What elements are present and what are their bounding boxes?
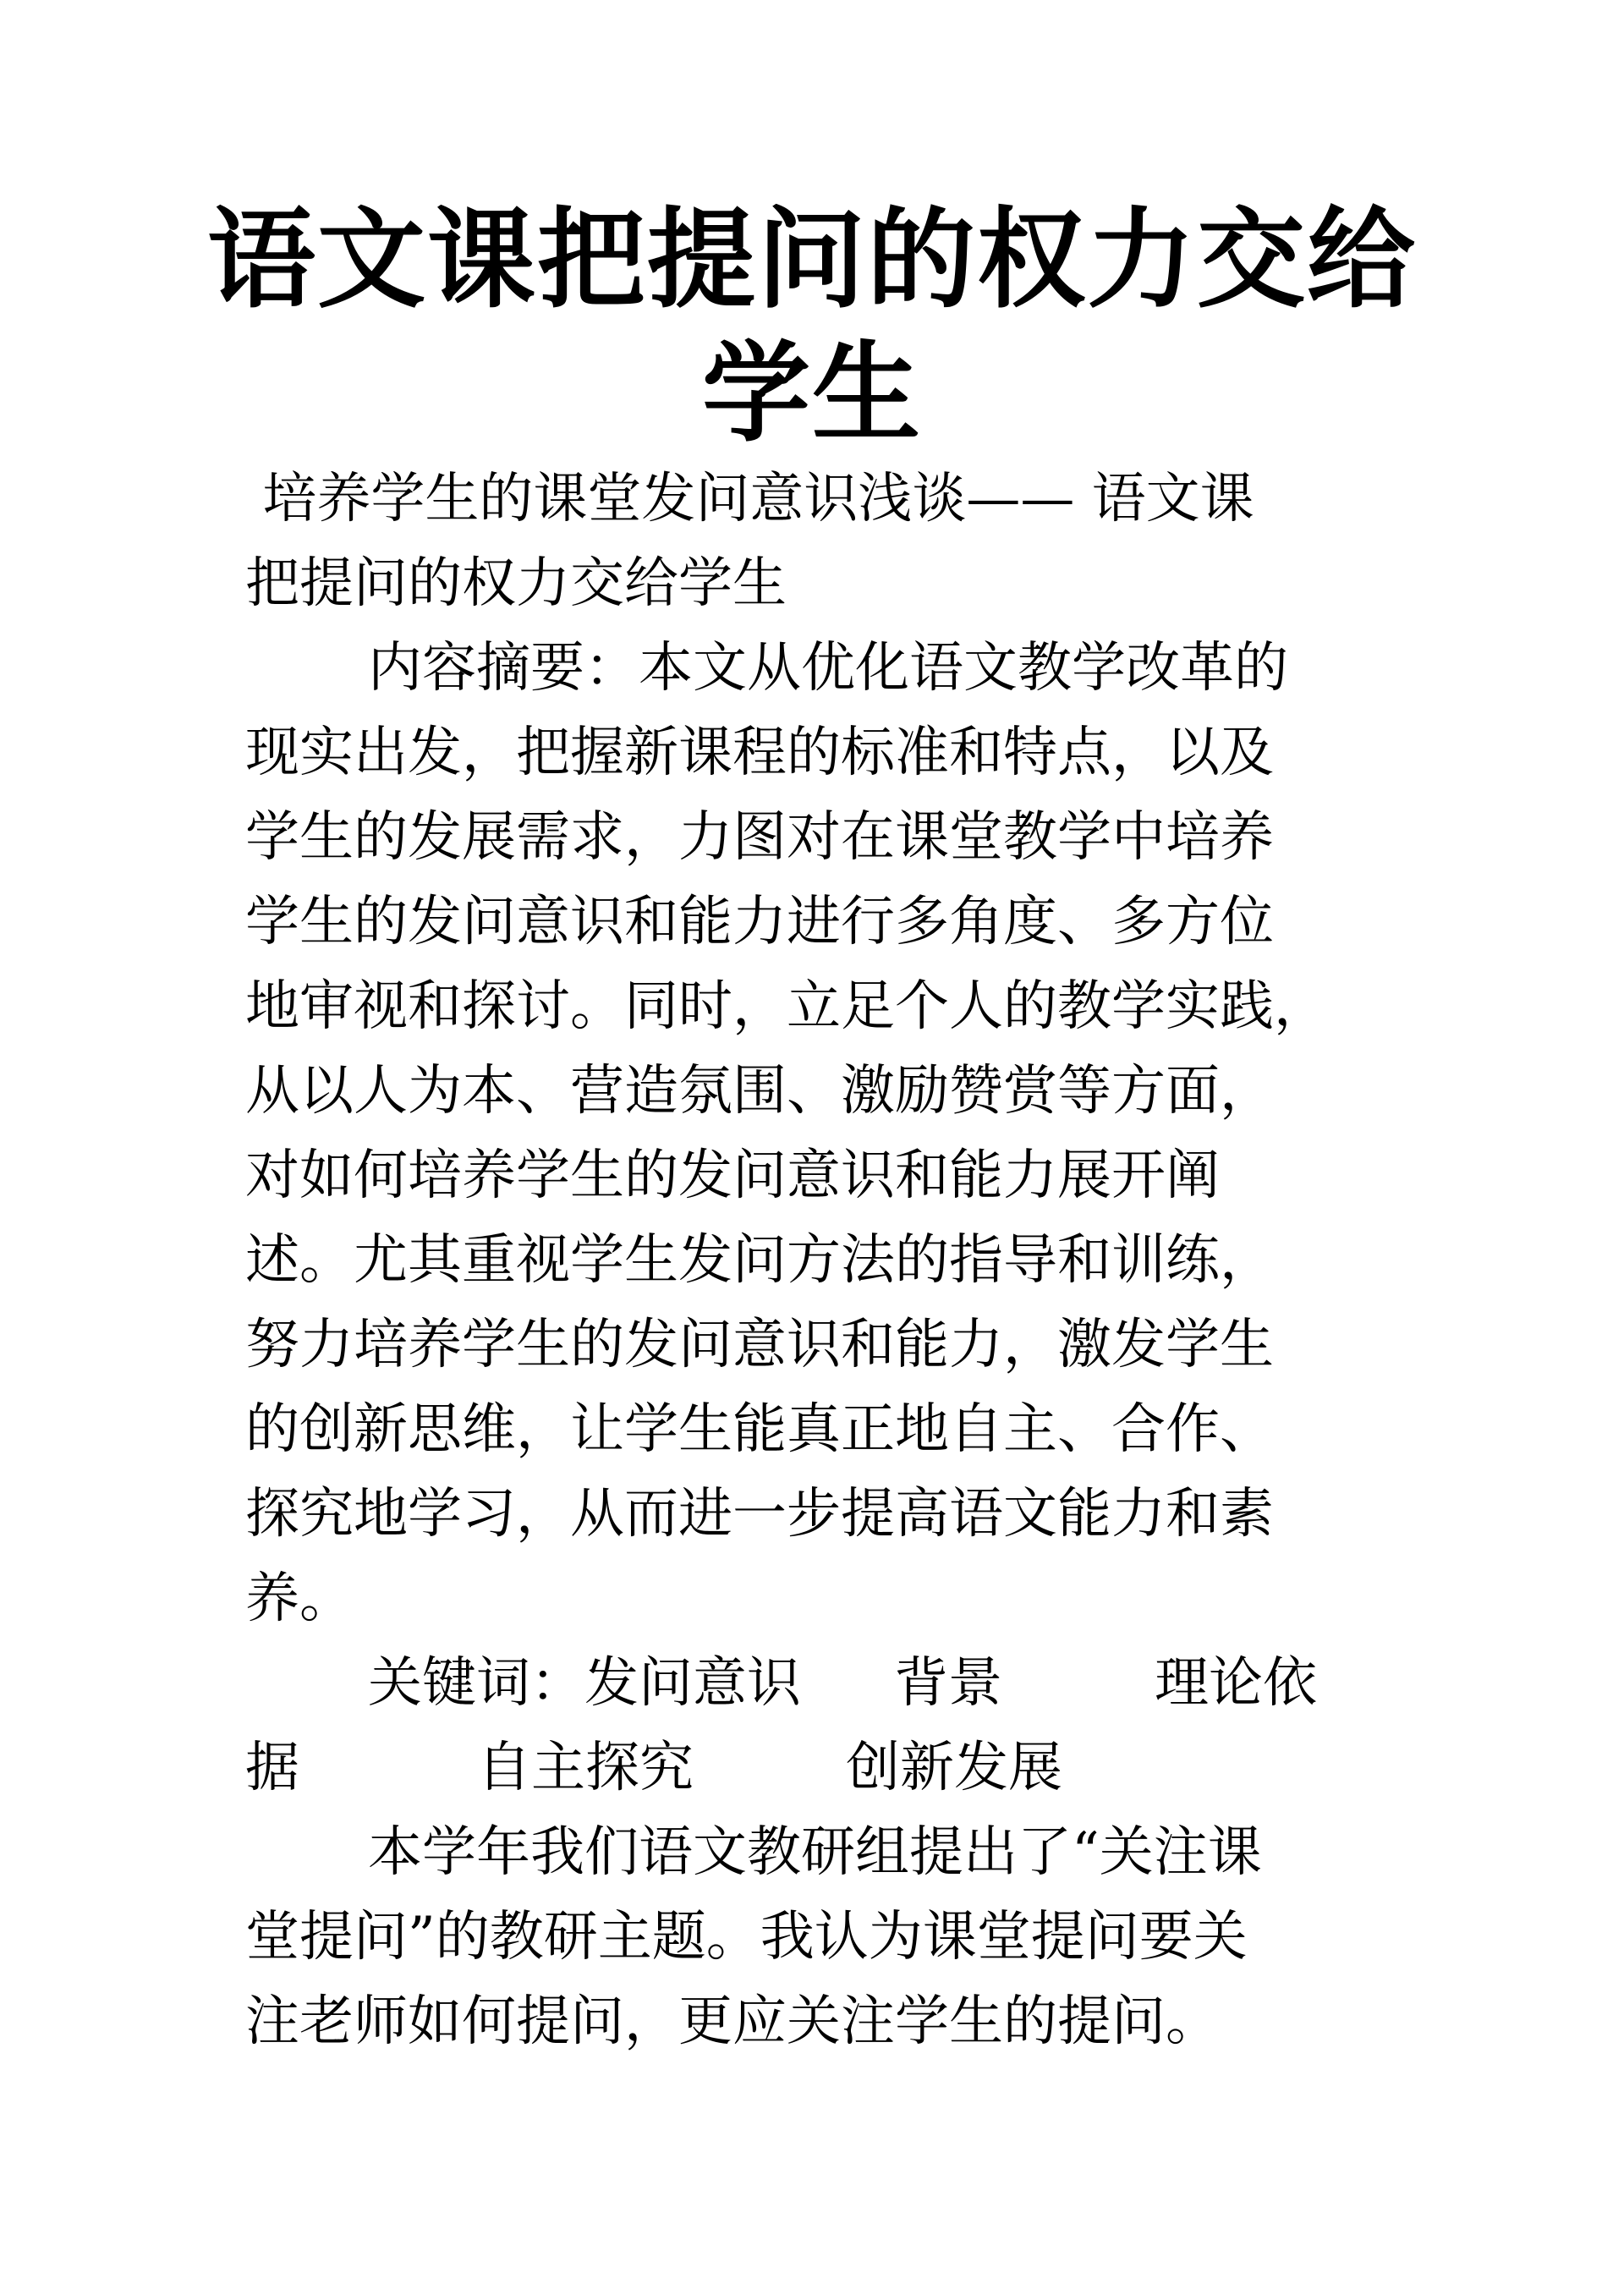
keyword: 自主探究 [477,1737,694,1799]
document-title-line-1: 语文课把提问的权力交给 [206,196,1417,323]
keywords-label: 关键词： [368,1652,584,1715]
document-body [245,457,1413,2064]
body-line: 本学年我们语文教研组提出了“关注课 [368,1821,1262,1884]
abstract-line: 养。 [245,1568,354,1630]
abstract-line: 对如何培养学生的发问意识和能力展开阐 [245,1145,1220,1207]
keyword: 理论依 [1155,1652,1317,1715]
abstract-line: 探究地学习，从而进一步提高语文能力和素 [245,1483,1274,1546]
subtitle-line-1: 培养学生的课堂发问意识浅谈—— 语文课 [245,468,1254,530]
abstract-line: 学生的发展需求，力图对在课堂教学中培养 [245,806,1274,869]
abstract-line: 努力培养学生的发问意识和能力，激发学生 [245,1314,1274,1376]
abstract-line: 地审视和探讨。同时，立足个人的教学实践， [245,975,1328,1038]
body-line: 注老师如何提问，更应关注学生的提问。 [245,1990,1220,2053]
subtitle-line-2: 把提问的权力交给学生 [245,552,787,615]
abstract-line: 述。尤其重视学生发问方法的指导和训练， [245,1229,1274,1292]
body-line: 堂提问”的教研主题。我认为课堂提问要关 [245,1906,1248,1968]
abstract-line: 现实出发，把握新课程的标准和特点，以及 [245,722,1274,784]
document-title-line-2: 学生 [701,330,922,457]
abstract-line: 从以人为本、营造氛围、激励赞赏等方面， [245,1060,1274,1123]
keywords-line-2 [245,1726,1413,1810]
keyword: 发问意识 [584,1652,801,1715]
keywords-line-1 [245,1641,1413,1726]
abstract-line: 内容摘要：本文从优化语文教学改革的 [368,637,1288,700]
keyword: 背景 [894,1652,1002,1715]
keyword: 据 [245,1737,299,1799]
keyword: 创新发展 [846,1737,1062,1799]
abstract-line: 学生的发问意识和能力进行多角度、多方位 [245,891,1274,953]
abstract-line: 的创新思维，让学生能真正地自主、合作、 [245,1398,1274,1461]
